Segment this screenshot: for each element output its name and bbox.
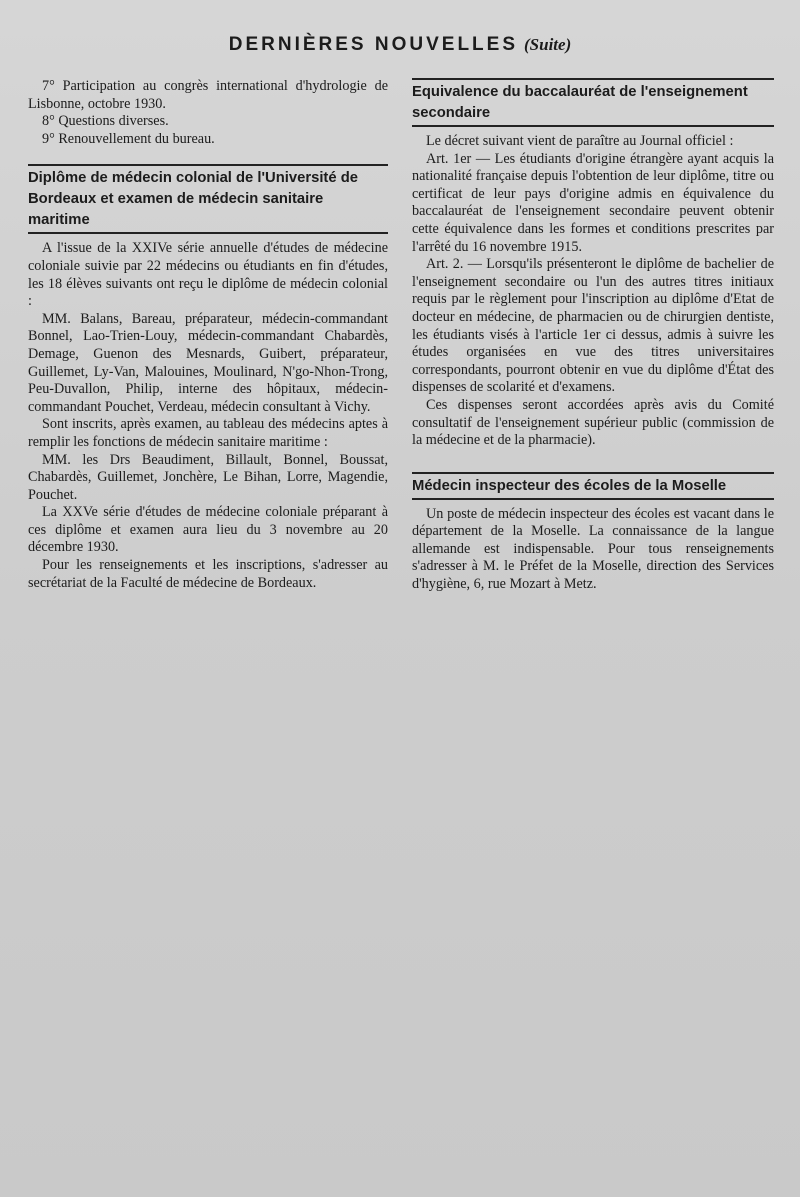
paragraph-xxv-serie: La XXVe série d'études de médecine coloniale préparant à ces diplôme et examen aura lieu du 3 novembre au 20 décembre 1930.	[28, 504, 388, 556]
paragraph-sanitaire-intro: Sont inscrits, après examen, au tableau des médecins aptes à remplir les fonctions de médecin sanitaire maritime :	[28, 416, 388, 450]
paragraph-moselle: Un poste de médecin inspecteur des écoles est vacant dans le département de la Moselle. La connaissance de la langue allemande est indispensable. Pour tous renseignements s'adresser à M. le Préfet de la Moselle, direction des Services d'hygiène, 6, rue Mozart à Metz.	[412, 505, 774, 593]
paragraph-renseignements: Pour les renseignements et les inscriptions, s'adresser au secrétariat de la Faculté de médecine de Bordeaux.	[28, 557, 388, 591]
paragraph-article-2: Art. 2. — Lorsqu'ils présenteront le diplôme de bachelier de l'enseignement secondaire ou l'un des autres titres initiaux requis par le règlement pour l'inscription au diplôme d'Etat de docteur en médecine, de pharmacien ou de chirurgien dentiste, les étudiants visés à l'article 1er ci dessus, admis à suivre les études organisées en vue des titres universitaires correspondants, pourront obtenir en vue du diplôme d'État des dispenses de scolarité et d'examens.	[412, 256, 774, 396]
page-header	[0, 34, 800, 56]
paragraph-decret-intro: Le décret suivant vient de paraître au Journal officiel :	[426, 133, 734, 149]
paragraph-dispenses: Ces dispenses seront accordées après avis du Comité consultatif de l'enseignement supérieur public (commission de la médecine et de la pharmacie).	[412, 396, 774, 449]
header-suite: (Suite)	[524, 35, 572, 54]
header-title: DERNIÈRES NOUVELLES	[228, 34, 519, 55]
agenda-item-8: 8° Questions diverses.	[42, 113, 169, 130]
paragraph-diplome-laureats: MM. Balans, Bareau, préparateur, médecin-commandant Bonnel, Lao-Trien-Louy, médecin-commandant Chabardès, Demage, Guenon des Mesnards, Guibert, préparateur, Guillemet, Ly-Van, Malouines, Moulinard, N'go-Nhon-Trong, Peu-Duvallon, Philip, interne des hôpitaux, médecin-commandant Pouchet, Verdeau, médecin consultant à Vichy.	[28, 310, 388, 415]
agenda-item-9: 9° Renouvellement du bureau.	[42, 130, 215, 147]
section-heading-moselle: Médecin inspecteur des écoles de la Moselle	[412, 472, 774, 500]
agenda-item-7: 7° Participation au congrès international d'hydrologie de Lisbonne, octobre 1930.	[28, 78, 388, 112]
paragraph-article-1: Art. 1er — Les étudiants d'origine étrangère ayant acquis la nationalité française depuis l'obtention de leur diplôme, titre ou certificat de leur pays d'origine admis en équivalence du baccalauréat de l'enseignement secondaire peuvent obtenir cette équivalence dans les formes et conditions prescrites par l'arrêté du 16 novembre 1915.	[412, 150, 774, 255]
left-column	[28, 78, 388, 592]
right-column	[412, 78, 774, 594]
section-heading-diplome-colonial: Diplôme de médecin colonial de l'Université de Bordeaux et examen de médecin sanitaire maritime	[28, 164, 388, 234]
paragraph-sanitaire-liste: MM. les Drs Beaudiment, Billault, Bonnel, Boussat, Chabardès, Guillemet, Jonchère, Le Bihan, Lorre, Magendie, Pouchet.	[28, 451, 388, 503]
section-heading-equivalence: Equivalence du baccalauréat de l'enseignement secondaire	[412, 78, 774, 127]
paragraph-diplome-intro: A l'issue de la XXIVe série annuelle d'études de médecine coloniale suivie par 22 médecins ou étudiants en fin d'études, les 18 élèves suivants ont reçu le diplôme de médecin colonial :	[28, 240, 388, 310]
